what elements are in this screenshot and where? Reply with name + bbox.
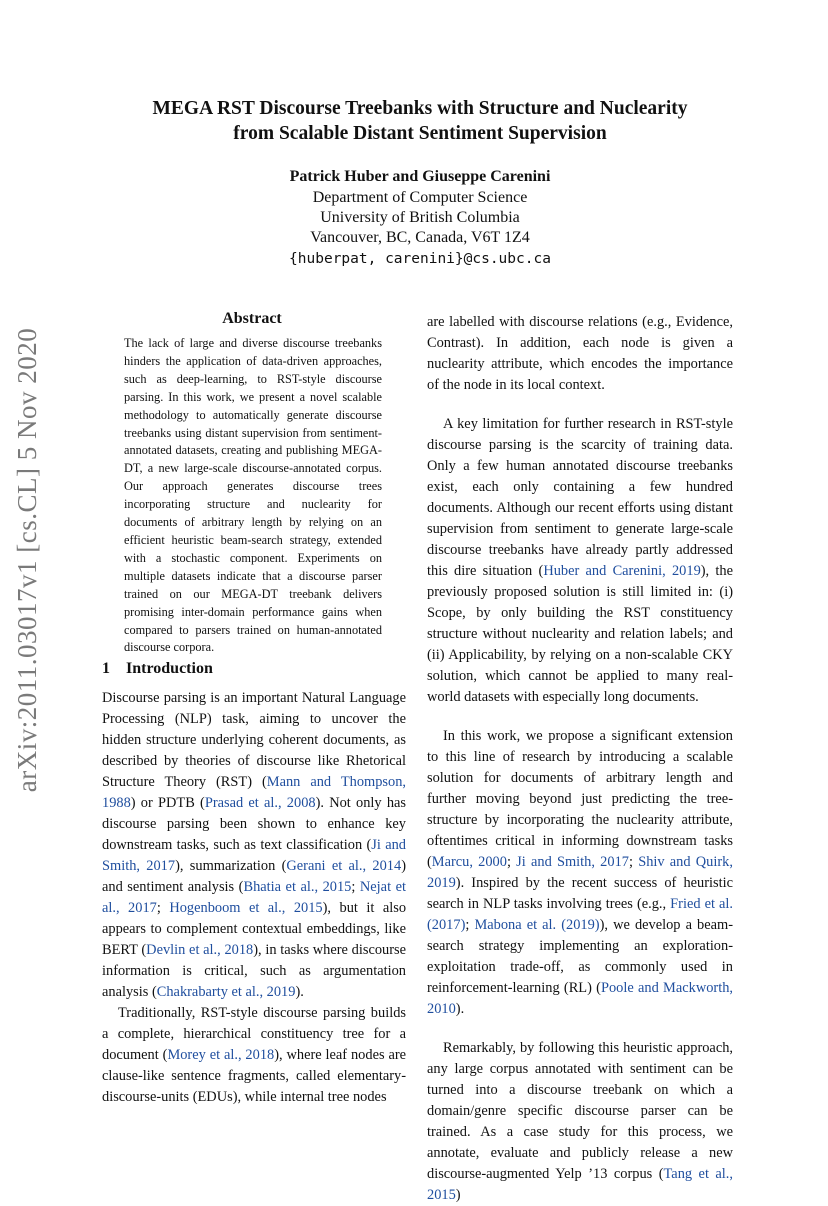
citation-link[interactable]: Prasad et al., 2008 [204,795,316,811]
author-email: {huberpat, carenini}@cs.ubc.ca [289,251,551,267]
citation-link[interactable]: Fried et al. (2017) [427,896,733,933]
citation-link[interactable]: Bhatia et al., 2015 [243,879,352,895]
paragraph-text: Remarkably, by following this heuristic approach, any large corpus annotated with sentiment can be turned into a discourse treebank on which a domain/genre specific discourse parser can be trained. As a case study for this process, we annotate, evaluate and publicly release a new discourse-augmented Yelp ’13 corpus ( [427,1040,733,1182]
paragraph-text: A key limitation for further research in RST-style discourse parsing is the scarcity of training data. Only a few human annotated discourse treebanks exist, each only containing a few hundred documents. Although our recent efforts using distant supervision from sentiment to generate large-scale discourse treebanks have already partly addressed this dire situation ( [427,416,733,579]
author-university: University of British Columbia [320,209,520,226]
paragraph-text: ), we develop a beam-search strategy implementing an exploration-exploitation trade-off, as commonly used in reinforcement-learning (RL) ( [427,917,733,996]
paragraph-text: are labelled with discourse relations (e.g., Evidence, Contrast). In addition, each node is given a nuclearity attribute, which encodes the importance of the node in its local context. [427,314,733,393]
citation-link[interactable]: Chakrabarty et al., 2019 [156,984,296,1000]
citation-link[interactable]: Nejat et al., 2017 [102,879,406,916]
citation-link[interactable]: Hogenboom et al., 2015 [169,900,323,916]
abstract-text: The lack of large and diverse discourse treebanks hinders the application of data-driven approaches, such as deep-learning, to RST-style discourse parsing. In this work, we present a novel scalable methodology to automatically generate discourse treebanks using distant supervision from sentiment-annotated datasets, creating and publishing MEGA-DT, a new large-scale discourse-annotated corpus. Our approach generates discourse trees incorporating structure and nuclearity for documents of arbitrary length by relying on an efficient heuristic beam-search strategy, extended with a stochastic component. Experiments on multiple datasets indicate that a discourse parser trained on our MEGA-DT treebank delivers promising inter-domain performance gains when compared to parsers trained on human-annotated discourse corpora. [124,336,382,655]
citation-link[interactable]: Ji and Smith, 2017 [102,837,406,874]
paragraph-text: Traditionally, RST-style discourse parsing builds a complete, hierarchical constituency tree for a document ( [102,1005,406,1063]
paragraph-text: ) [455,1187,461,1203]
paper-title-line-1: MEGA RST Discourse Treebanks with Structure and Nuclearity [152,98,688,119]
arxiv-identifier-stamp: arXiv:2011.03017v1 [cs.CL] 5 Nov 2020 [12,327,42,793]
paragraph-text: Discourse parsing is an important Natural Language Processing (NLP) task, aiming to uncover the hidden structure underlying coherent documents, as described by theories of discourse like Rhetorical Structure Theory (RST) ( [102,690,406,790]
intro-paragraph-1 [102,688,406,1003]
citation-link[interactable]: Poole and Mackworth, 2010 [427,980,733,1017]
paragraph-text: ; [506,854,517,870]
paragraph-text: ) or PDTB ( [130,795,205,811]
abstract-heading: Abstract [222,310,282,327]
author-location: Vancouver, BC, Canada, V6T 1Z4 [310,229,530,246]
paragraph-text: ; [465,917,475,933]
paragraph-text: ), in tasks where discourse information is critical, such as argumentation analysis ( [102,942,406,1000]
paragraph-text: ), summarization ( [175,858,287,874]
citation-link[interactable]: Tang et al., 2015 [427,1166,733,1203]
paragraph-text: ) and sentiment analysis ( [102,858,406,895]
section-number: 1 [102,660,110,677]
citation-link[interactable]: Marcu, 2000 [431,854,507,870]
paragraph-text: In this work, we propose a significant extension to this line of research by introducing a scalable solution for documents of arbitrary length and further moving beyond just predicting the tree-structure by incorporating the nuclearity attribute, oftentimes critical in informing downstream tasks ( [427,728,733,870]
citation-link[interactable]: Morey et al., 2018 [167,1047,275,1063]
paragraph-text: ). Not only has discourse parsing been shown to enhance key downstream tasks, such as text classification ( [102,795,406,853]
right-column-body [427,312,733,1206]
author-names: Patrick Huber and Giuseppe Carenini [289,168,551,185]
paragraph-text: ), the previously proposed solution is still limited in: (i) Scope, by only building the RST constituency structure without nuclearity and relation labels; and (ii) Applicability, by relying on a non-scalable CKY solution, which cannot be applied to many real-world datasets with especially long documents. [427,563,733,705]
section-heading-introduction [102,660,213,678]
paragraph-text: ; [628,854,639,870]
paper-title-line-2: from Scalable Distant Sentiment Supervision [233,123,607,144]
paragraph-text: ; [351,879,360,895]
paragraph-text: ). Inspired by the recent success of heuristic search in NLP tasks involving trees (e.g., [427,875,733,912]
citation-link[interactable]: Mabona et al. (2019) [474,917,600,933]
intro-paragraph-2 [102,1003,406,1108]
intro-paragraph-6 [427,1038,733,1206]
intro-paragraph-3 [427,312,733,396]
author-department: Department of Computer Science [312,189,528,206]
left-column-body [102,688,406,1108]
citation-link[interactable]: Devlin et al., 2018 [146,942,254,958]
paragraph-text: ), but it also appears to complement contextual embeddings, like BERT ( [102,900,407,958]
citation-link[interactable]: Gerani et al., 2014 [286,858,402,874]
paragraph-text: ). [455,1001,465,1017]
intro-paragraph-4 [427,414,733,708]
paragraph-text: ). [295,984,304,1000]
citation-link[interactable]: Shiv and Quirk, 2019 [427,854,733,891]
paragraph-text: ), where leaf nodes are clause-like sentence fragments, called elementary-discourse-units (EDUs), while internal tree nodes [102,1047,407,1105]
section-title-text: Introduction [126,660,213,677]
author-block [170,166,670,270]
intro-paragraph-5 [427,726,733,1020]
paper-title [120,96,720,146]
citation-link[interactable]: Ji and Smith, 2017 [516,854,629,870]
citation-link[interactable]: Mann and Thompson, 1988 [102,774,407,811]
paragraph-text: ; [156,900,170,916]
citation-link[interactable]: Huber and Carenini, 2019 [543,563,701,579]
